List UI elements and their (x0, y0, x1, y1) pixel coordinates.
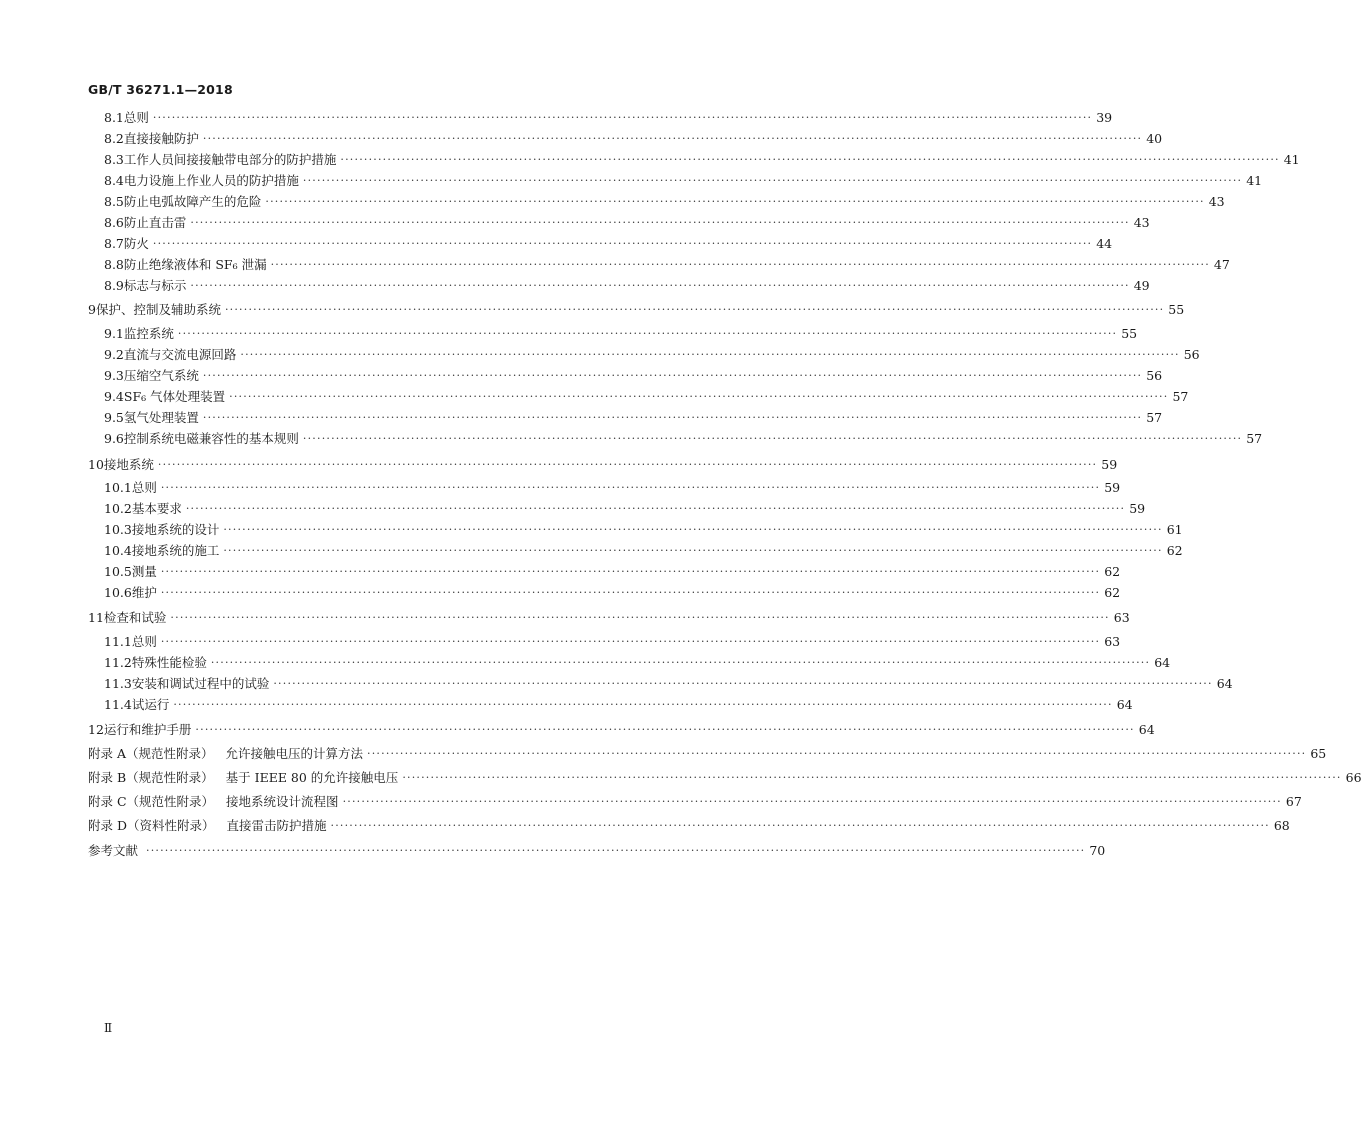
toc-entry-title: 标志与标示 (123, 278, 187, 293)
toc-entry-page: 56 (1146, 368, 1163, 383)
toc-entry[interactable] (104, 387, 1189, 407)
toc-entry-number: 8.8 (104, 257, 124, 272)
dot-leader: ········································································································································································································ (202, 132, 1143, 145)
dot-leader: ········································································································································································································ (160, 565, 1101, 578)
dot-leader: ········································································································································································································ (157, 458, 1098, 471)
toc-entry-page: 44 (1096, 236, 1113, 251)
toc-entry[interactable] (88, 455, 1118, 475)
toc-entry-page: 57 (1246, 431, 1263, 446)
toc-entry-number: 10 (88, 457, 104, 472)
dot-leader: ········································································································································································································ (160, 481, 1101, 494)
dot-leader: ········································································································································································································ (302, 174, 1243, 187)
toc-entry-number: 9.3 (104, 368, 124, 383)
toc-entry-title: 总则 (131, 480, 157, 495)
toc-entry[interactable] (88, 768, 1362, 788)
dot-leader: ········································································································································································································ (190, 216, 1130, 229)
toc-entry-number: 11.2 (104, 655, 132, 670)
toc-entry-title: 直流与交流电源回路 (123, 347, 237, 362)
toc-entry-title: 运行和维护手册 (103, 722, 192, 737)
dot-leader: ········································································································································································································ (223, 544, 1163, 557)
toc-entry[interactable] (104, 234, 1113, 254)
toc-entry-page: 56 (1183, 347, 1200, 362)
dot-leader: ········································································································································································································ (367, 747, 1307, 760)
toc-entry-title: 基于 IEEE 80 的允许接触电压 (225, 770, 399, 785)
toc-entry[interactable] (104, 478, 1121, 498)
toc-entry-number: 10.2 (104, 501, 132, 516)
toc-entry[interactable] (104, 171, 1263, 191)
dot-leader: ········································································································································································································ (229, 390, 1169, 403)
toc-entry-number: 9.2 (104, 347, 124, 362)
toc-entry-number: 参考文献 (88, 843, 139, 858)
dot-leader: ········································································································································································································ (146, 844, 1086, 857)
toc-entry-page: 55 (1168, 302, 1185, 317)
dot-leader: ········································································································································································································ (265, 195, 1205, 208)
toc-entry-number: 附录 D（资料性附录） (88, 818, 215, 833)
toc-entry[interactable] (104, 150, 1300, 170)
toc-entry[interactable] (104, 695, 1133, 715)
toc-entry-title: 防止绝缘液体和 SF₆ 泄漏 (123, 257, 267, 272)
toc-entry-number: 9.5 (104, 410, 124, 425)
toc-entry-title: 安装和调试过程中的试验 (131, 676, 270, 691)
dot-leader: ········································································································································································································ (202, 369, 1143, 382)
dot-leader: ········································································································································································································ (195, 723, 1135, 736)
toc-entry-page: 59 (1104, 480, 1121, 495)
toc-entry[interactable] (104, 562, 1121, 582)
toc-entry-title: 特殊性能检验 (131, 655, 207, 670)
toc-entry-number: 9.6 (104, 431, 124, 446)
toc-entry[interactable] (104, 129, 1163, 149)
dot-leader: ········································································································································································································ (202, 411, 1143, 424)
toc-entry[interactable] (104, 429, 1263, 449)
toc-entry-title: 接地系统的设计 (131, 522, 220, 537)
toc-entry-number: 8.2 (104, 131, 124, 146)
page-number: Ⅱ (104, 1021, 112, 1035)
toc-entry[interactable] (104, 408, 1163, 428)
toc-entry[interactable] (104, 583, 1121, 603)
toc-entry-number: 8.6 (104, 215, 124, 230)
toc-entry[interactable] (88, 744, 1327, 764)
dot-leader: ········································································································································································································ (160, 635, 1101, 648)
toc-entry-page: 63 (1104, 634, 1121, 649)
toc-entry-page: 59 (1101, 457, 1118, 472)
toc-entry-title: 总则 (123, 110, 149, 125)
toc-entry-number: 8.7 (104, 236, 124, 251)
toc-entry[interactable] (104, 674, 1233, 694)
toc-entry-page: 57 (1172, 389, 1189, 404)
dot-leader: ········································································································································································································ (273, 677, 1213, 690)
toc-entry-title: 直接雷击防护措施 (226, 818, 327, 833)
toc-entry-number: 11.4 (104, 697, 132, 712)
toc-entry-number: 11.3 (104, 676, 132, 691)
toc-entry[interactable] (88, 816, 1290, 836)
toc-entry[interactable] (104, 324, 1138, 344)
toc-entry[interactable] (104, 541, 1183, 561)
toc-entry[interactable] (88, 792, 1302, 812)
toc-entry-title: 接地系统设计流程图 (226, 794, 339, 809)
dot-leader: ········································································································································································································ (402, 771, 1342, 784)
toc-entry-title: 工作人员间接接触带电部分的防护措施 (123, 152, 337, 167)
dot-leader: ········································································································································································································ (185, 502, 1126, 515)
toc-entry-number: 8.3 (104, 152, 124, 167)
toc-entry-title: 监控系统 (123, 326, 174, 341)
dot-leader: ········································································································································································································ (177, 327, 1118, 340)
toc-entry-title: 直接接触防护 (123, 131, 199, 146)
toc-entry-title: 接地系统的施工 (131, 543, 220, 558)
toc-entry-page: 65 (1310, 746, 1327, 761)
dot-leader: ········································································································································································································ (160, 586, 1101, 599)
dot-leader: ········································································································································································································ (240, 348, 1180, 361)
toc-entry[interactable] (104, 255, 1230, 275)
toc-entry-page: 41 (1283, 152, 1300, 167)
toc-entry-title: 控制系统电磁兼容性的基本规则 (123, 431, 299, 446)
standard-code: GB/T 36271.1—2018 (88, 82, 233, 97)
toc-entry-number: 11 (88, 610, 104, 625)
toc-entry-title: 基本要求 (131, 501, 182, 516)
toc-entry-number: 8.1 (104, 110, 124, 125)
toc-entry-title: 压缩空气系统 (123, 368, 199, 383)
toc-entry-number: 8.5 (104, 194, 124, 209)
toc-entry[interactable] (88, 841, 1106, 861)
toc-entry-page: 57 (1146, 410, 1163, 425)
toc-entry-number: 10.4 (104, 543, 132, 558)
toc-entry-page: 70 (1089, 843, 1106, 858)
dot-leader: ········································································································································································································ (270, 258, 1210, 271)
toc-entry-page: 59 (1129, 501, 1146, 516)
toc-entry-number: 10.3 (104, 522, 132, 537)
toc-entry[interactable] (104, 499, 1146, 519)
toc-entry[interactable] (104, 653, 1171, 673)
toc-entry-page: 67 (1285, 794, 1302, 809)
toc-entry-number: 附录 C（规范性附录） (88, 794, 215, 809)
toc-entry-title: 测量 (131, 564, 157, 579)
dot-leader: ········································································································································································································ (152, 111, 1093, 124)
toc-entry-number: 9.1 (104, 326, 124, 341)
dot-leader: ········································································································································································································ (224, 303, 1165, 316)
toc-entry-page: 49 (1133, 278, 1150, 293)
toc-entry-number: 10.5 (104, 564, 132, 579)
dot-leader: ········································································································································································································ (302, 432, 1243, 445)
toc-entry[interactable] (104, 108, 1113, 128)
toc-entry-title: 电力设施上作业人员的防护措施 (123, 173, 299, 188)
toc-entry-title: 氢气处理装置 (123, 410, 199, 425)
dot-leader: ········································································································································································································ (223, 523, 1163, 536)
toc-entry-title: 允许接触电压的计算方法 (225, 746, 364, 761)
dot-leader: ········································································································································································································ (152, 237, 1093, 250)
toc-entry-number: 9 (88, 302, 96, 317)
dot-leader: ········································································································································································································ (210, 656, 1151, 669)
toc-entry-number: 附录 A（规范性附录） (88, 746, 214, 761)
toc-entry[interactable] (104, 213, 1150, 233)
dot-leader: ········································································································································································································ (173, 698, 1113, 711)
toc-entry-number: 10.6 (104, 585, 132, 600)
dot-leader: ········································································································································································································ (330, 819, 1270, 832)
toc-entry-page: 39 (1096, 110, 1113, 125)
toc-entry-page: 66 (1345, 770, 1362, 785)
toc-entry-number: 附录 B（规范性附录） (88, 770, 214, 785)
toc-entry-page: 64 (1116, 697, 1133, 712)
toc-entry[interactable] (104, 345, 1200, 365)
toc-entry-title: 检查和试验 (103, 610, 167, 625)
toc-entry[interactable] (104, 632, 1121, 652)
toc-entry-title: 防止直击雷 (123, 215, 187, 230)
toc-entry-page: 63 (1113, 610, 1130, 625)
toc-entry[interactable] (104, 366, 1163, 386)
toc-entry-page: 64 (1216, 676, 1233, 691)
toc-entry-number: 9.4 (104, 389, 124, 404)
toc-entry-title: 保护、控制及辅助系统 (95, 302, 221, 317)
toc-entry-number: 11.1 (104, 634, 132, 649)
toc-entry-page: 40 (1146, 131, 1163, 146)
toc-entry-page: 41 (1246, 173, 1263, 188)
toc-entry-page: 64 (1138, 722, 1155, 737)
toc-entry-page: 43 (1208, 194, 1225, 209)
toc-entry-page: 43 (1133, 215, 1150, 230)
toc-entry[interactable] (104, 192, 1225, 212)
toc-entry-number: 10.1 (104, 480, 132, 495)
toc-entry[interactable] (88, 608, 1130, 628)
toc-entry-page: 61 (1166, 522, 1183, 537)
toc-entry-title: 总则 (131, 634, 157, 649)
toc-entry-page: 68 (1273, 818, 1290, 833)
toc-entry-page: 62 (1166, 543, 1183, 558)
toc-entry-number: 8.4 (104, 173, 124, 188)
dot-leader: ········································································································································································································ (170, 611, 1110, 624)
toc-entry-title: 试运行 (131, 697, 170, 712)
toc-entry-page: 62 (1104, 564, 1121, 579)
toc-entry[interactable] (88, 720, 1155, 740)
toc-entry-title: 维护 (131, 585, 157, 600)
toc-entry-page: 64 (1154, 655, 1171, 670)
dot-leader: ········································································································································································································ (342, 795, 1282, 808)
dot-leader: ········································································································································································································ (190, 279, 1130, 292)
dot-leader: ········································································································································································································ (340, 153, 1280, 166)
toc-entry-number: 8.9 (104, 278, 124, 293)
toc-entry-title: 接地系统 (103, 457, 154, 472)
toc-entry-title: 防火 (123, 236, 149, 251)
toc-entry[interactable] (88, 300, 1185, 320)
toc-entry-page: 47 (1213, 257, 1230, 272)
toc-entry-number: 12 (88, 722, 104, 737)
toc-entry[interactable] (104, 276, 1150, 296)
toc-entry[interactable] (104, 520, 1183, 540)
toc-entry-page: 62 (1104, 585, 1121, 600)
toc-entry-title: 防止电弧故障产生的危险 (123, 194, 262, 209)
toc-entry-title: SF₆ 气体处理装置 (123, 389, 226, 404)
toc-entry-page: 55 (1121, 326, 1138, 341)
